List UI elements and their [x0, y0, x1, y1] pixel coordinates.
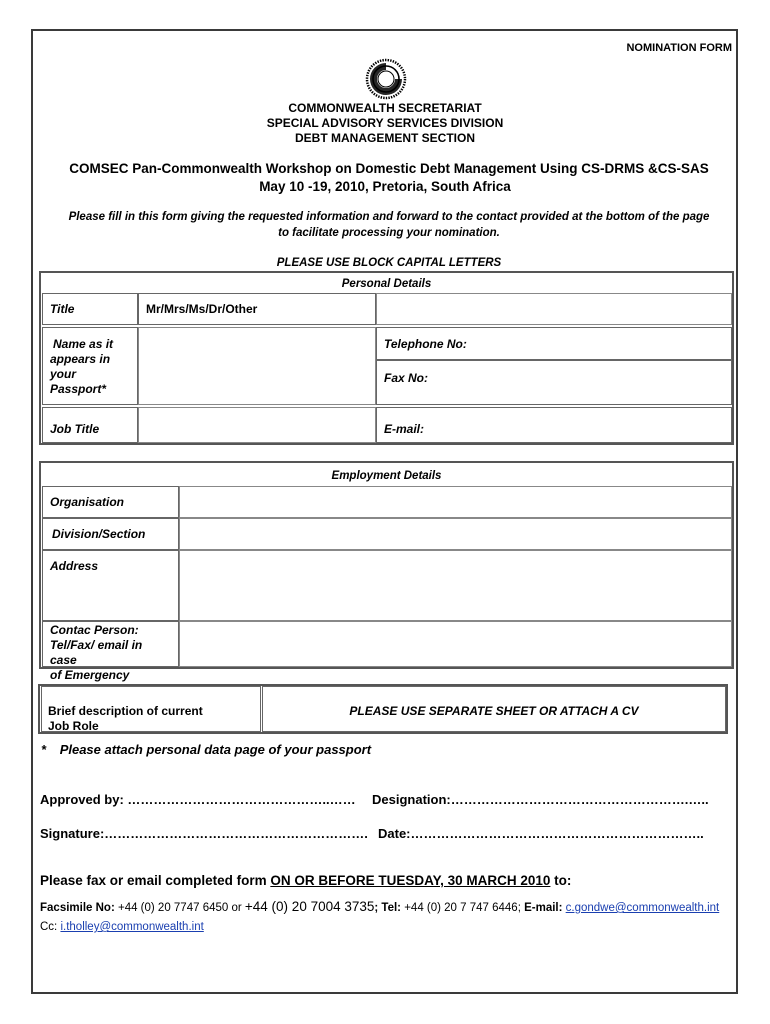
approved-by-line[interactable]: Approved by: ………………………………………..…… — [40, 792, 356, 807]
title-label: Title — [42, 293, 138, 325]
job-role-label: Brief description of current Job Role — [41, 686, 261, 732]
address-label: Address — [42, 550, 179, 621]
org-name: COMMONWEALTH SECRETARIAT — [288, 101, 482, 115]
contact-line: Facsimile No: +44 (0) 20 7747 6450 or +44 (0) 20 7004 3735; Tel: +44 (0) 20 7 747 6446; E-mail: c.gondwe@commonwealth.int — [40, 899, 720, 914]
section-name: DEBT MANAGEMENT SECTION — [295, 131, 475, 145]
form-label: NOMINATION FORM — [626, 42, 732, 54]
asterisk: * — [41, 742, 47, 757]
passport-name-input[interactable] — [138, 327, 376, 405]
job-title-input[interactable] — [138, 407, 376, 443]
deadline-date: ON OR BEFORE TUESDAY, 30 MARCH 2010 — [270, 873, 551, 888]
date-line[interactable]: Date:………………………………………………………….. — [378, 826, 704, 841]
cc-email-link[interactable]: i.tholley@commonwealth.int — [60, 921, 204, 933]
organisation-label: Organisation — [42, 486, 179, 518]
telephone-field[interactable]: Telephone No: — [376, 327, 732, 360]
cc-line: Cc: i.tholley@commonwealth.int — [40, 921, 204, 933]
passport-note — [41, 742, 371, 757]
instructions-line2: to facilitate processing your nomination. — [278, 227, 500, 239]
workshop-date: May 10 -19, 2010, Pretoria, South Africa — [259, 179, 511, 194]
division-label: Division/Section — [42, 518, 179, 550]
employment-details-heading: Employment Details — [331, 470, 442, 482]
passport-name-label: Name as it appears in your Passport* — [42, 327, 138, 405]
designation-line[interactable]: Designation:……………………………………………….….. — [372, 792, 709, 807]
personal-details-heading: Personal Details — [341, 278, 432, 290]
title-blank — [376, 293, 732, 325]
signature-line[interactable]: Signature:……………………………………………………. — [40, 826, 368, 841]
instructions-line1: Please fill in this form giving the requested information and forward to the contact provided at the bottom of the page — [68, 211, 710, 223]
deadline-text: Please fax or email completed form ON OR BEFORE TUESDAY, 30 MARCH 2010 to: — [40, 873, 572, 888]
workshop-title: COMSEC Pan-Commonwealth Workshop on Domestic Debt Management Using CS-DRMS &CS-SAS — [69, 161, 709, 176]
fax-field[interactable]: Fax No: — [376, 360, 732, 405]
division-input[interactable] — [179, 518, 732, 550]
division-name: SPECIAL ADVISORY SERVICES DIVISION — [266, 116, 504, 130]
email-link[interactable]: c.gondwe@commonwealth.int — [565, 902, 720, 914]
emergency-contact-label: Contac Person: Tel/Fax/ email in case of Emergency — [42, 621, 179, 667]
address-input[interactable] — [179, 550, 732, 621]
title-options[interactable]: Mr/Mrs/Ms/Dr/Other — [138, 293, 376, 325]
block-capitals-note: PLEASE USE BLOCK CAPITAL LETTERS — [276, 257, 502, 269]
emergency-contact-input[interactable] — [179, 621, 732, 667]
comsec-logo-icon — [364, 57, 408, 101]
job-title-label: Job Title — [42, 407, 138, 443]
organisation-input[interactable] — [179, 486, 732, 518]
email-field[interactable]: E-mail: — [376, 407, 732, 443]
job-role-input[interactable]: PLEASE USE SEPARATE SHEET OR ATTACH A CV — [262, 686, 726, 732]
passport-note-text: Please attach personal data page of your passport — [59, 742, 372, 757]
